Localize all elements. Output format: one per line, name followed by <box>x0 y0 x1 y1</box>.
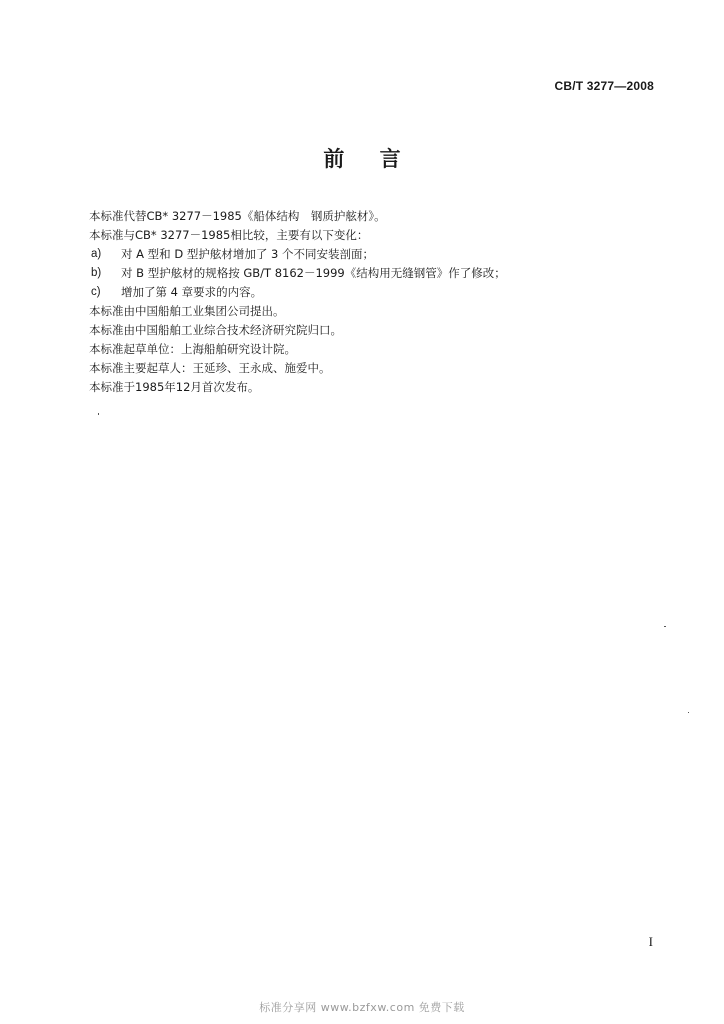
change-item <box>89 245 669 264</box>
page-number: I <box>648 934 653 949</box>
proposer-statement: 本标准由中国船舶工业集团公司提出。 <box>89 304 285 318</box>
change-item-text: 对 A 型和 D 型护舷材增加了 3 个不同安装剖面； <box>121 247 374 261</box>
change-item <box>89 264 669 283</box>
standard-code: CB/T 3277—2008 <box>554 79 654 93</box>
change-item-label: b) <box>91 267 102 279</box>
drafters-statement: 本标准主要起草人：王延珍、王永成、施爱中。 <box>89 361 331 375</box>
change-item-label: a) <box>91 248 102 260</box>
change-item-text: 增加了第 4 章要求的内容。 <box>121 285 263 299</box>
change-item <box>89 283 669 302</box>
drafting-unit-statement: 本标准起草单位：上海船舶研究设计院。 <box>89 342 296 356</box>
foreword-body <box>89 207 669 397</box>
scan-speck <box>98 413 99 415</box>
scan-speck <box>664 626 666 627</box>
changes-intro: 本标准与CB* 3277－1985相比较，主要有以下变化： <box>89 228 369 242</box>
page-title: 前 言 <box>323 147 415 171</box>
watermark: 标准分享网 www.bzfxw.com 免费下载 <box>259 1001 465 1014</box>
replacement-statement: 本标准代替CB* 3277－1985《船体结构 钢质护舷材》。 <box>89 209 386 223</box>
scan-speck <box>688 712 689 713</box>
first-issue-statement: 本标准于1985年12月首次发布。 <box>89 380 260 394</box>
change-item-text: 对 B 型护舷材的规格按 GB/T 8162－1999《结构用无缝钢管》作了修改； <box>121 266 506 280</box>
administrator-statement: 本标准由中国船舶工业综合技术经济研究院归口。 <box>89 323 342 337</box>
change-item-label: c) <box>91 286 101 298</box>
